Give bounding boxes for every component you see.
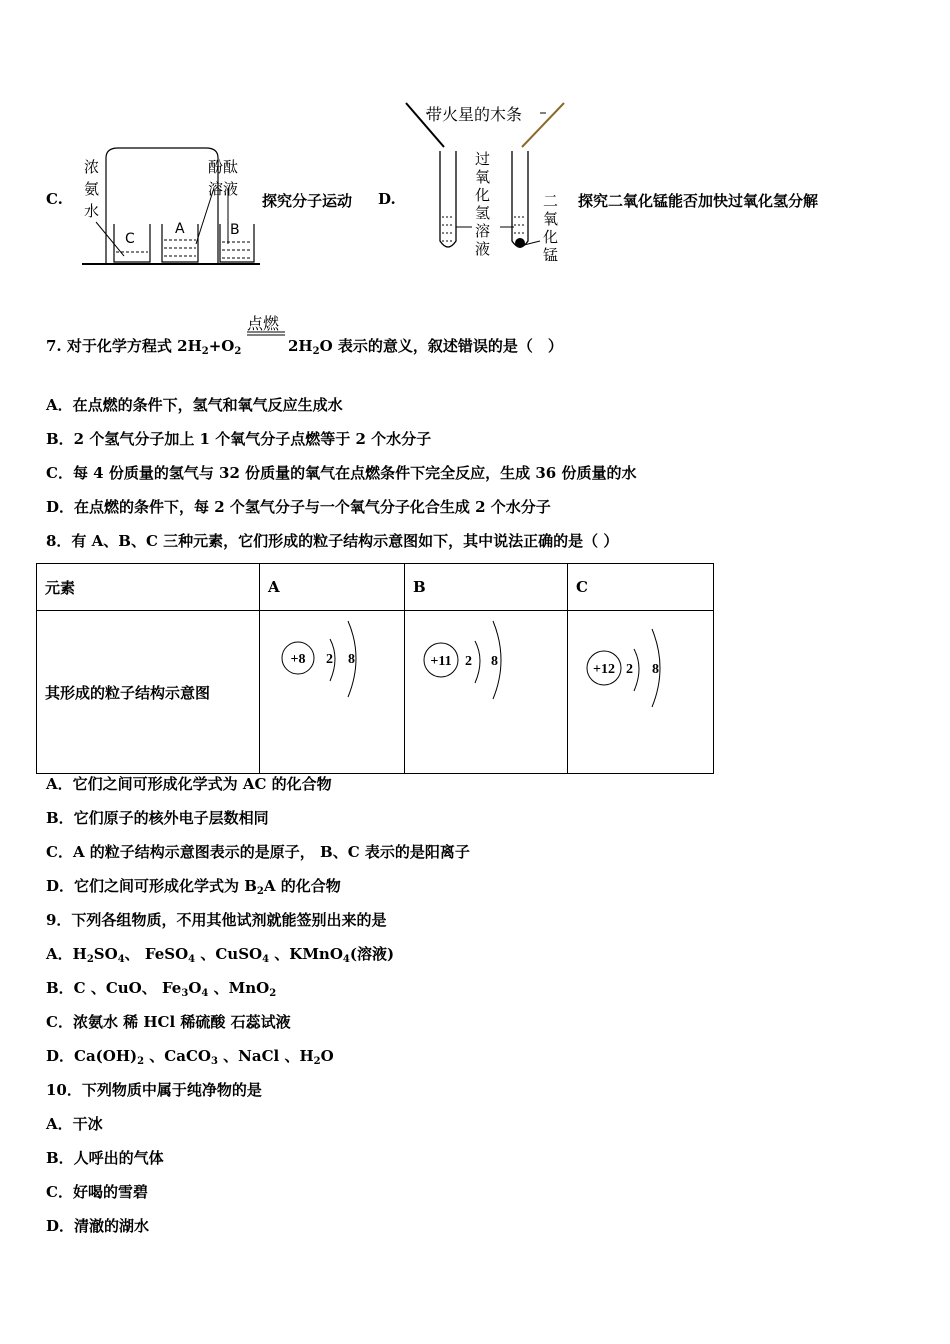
shell-c-1: 2 — [626, 662, 633, 677]
row-label: 其形成的粒子结构示意图 — [37, 611, 260, 774]
q6-option-c-text: 探究分子运动 — [262, 192, 353, 210]
particle-diagram-c — [568, 611, 705, 769]
q7-option-b: B．2 个氢气分子加上 1 个氧气分子点燃等于 2 个水分子 — [46, 430, 432, 448]
beaker-c-label: C — [125, 231, 135, 247]
q10-option-a: A．干冰 — [46, 1115, 103, 1133]
nucleus-c: +12 — [593, 662, 615, 677]
concentrated-ammonia-label: 浓氨水 — [84, 158, 100, 220]
q8-option-a: A．它们之间可形成化学式为 AC 的化合物 — [46, 775, 332, 793]
q7-stem-product: $2H_2O$ 表示的意义，叙述错误的是（ ） — [288, 337, 563, 357]
q7-stem: 7. 对于化学方程式 $2H_2+O_2$ — [46, 337, 242, 357]
q8-option-b: B．它们原子的核外电子层数相同 — [46, 809, 269, 827]
q10-option-b: B．人呼出的气体 — [46, 1149, 164, 1167]
shell-b-1: 2 — [465, 654, 472, 669]
q9-option-d: D．$Ca(OH)_2$ 、CaCO$_3$ 、NaCl 、$H_2O$ — [46, 1047, 334, 1067]
q8-option-c: C．A 的粒子结构示意图表示的是原子， B、C 表示的是阳离子 — [46, 843, 470, 861]
glowing-splint-label: 带火星的木条 — [426, 105, 523, 124]
q8-option-d: D．它们之间可形成化学式为 $B_2A$ 的化合物 — [46, 877, 341, 897]
equals-arrow — [247, 331, 285, 337]
header-element: 元素 — [37, 564, 260, 611]
manganese-dioxide-label: 二氧化锰 — [543, 192, 559, 264]
q7-option-d: D．在点燃的条件下，每 2 个氢气分子与一个氧气分子化合生成 2 个水分子 — [46, 498, 551, 516]
q9-option-a: A．$H_2SO_4$、 FeSO$_4$ 、CuSO$_4$ 、KMnO$_4$(溶液) — [46, 945, 395, 965]
shell-a-1: 2 — [326, 652, 333, 667]
particle-structure-table — [36, 563, 714, 774]
particle-diagram-a — [260, 611, 396, 769]
diagram-cell-c — [568, 611, 714, 774]
q10-option-c: C．好喝的雪碧 — [46, 1183, 148, 1201]
phenolphthalein-label: 酚酞溶液 — [208, 158, 239, 198]
q7-option-a: A．在点燃的条件下，氢气和氧气反应生成水 — [46, 396, 343, 414]
nucleus-b: +11 — [430, 654, 452, 669]
q7-option-c: C．每 4 份质量的氢气与 32 份质量的氧气在点燃条件下完全反应，生成 36 份质量的水 — [46, 464, 637, 482]
q9-stem: 9．下列各组物质，不用其他试剂就能签别出来的是 — [46, 911, 387, 929]
header-b: B — [405, 564, 568, 611]
nucleus-a: +8 — [290, 652, 306, 667]
particle-diagram-b — [405, 611, 559, 769]
q9-option-c: C．浓氨水 稀 HCl 稀硫酸 石蕊试液 — [46, 1013, 291, 1031]
shell-c-2: 8 — [652, 662, 659, 677]
reaction-condition: 点燃 — [247, 314, 280, 333]
q9-option-b: B．C 、CuO、 $Fe_3O_4$ 、MnO$_2$ — [46, 979, 277, 999]
shell-a-2: 8 — [348, 652, 355, 667]
table-header-row — [37, 564, 714, 611]
hydrogen-peroxide-label: 过氧化氢溶液 — [475, 150, 491, 258]
q10-stem: 10．下列物质中属于纯净物的是 — [46, 1081, 262, 1099]
q10-option-d: D．清澈的湖水 — [46, 1217, 150, 1235]
diagram-cell-a — [260, 611, 405, 774]
beaker-a-label: A — [175, 221, 185, 237]
q6-option-c-label: C. — [46, 190, 63, 208]
header-c: C — [568, 564, 714, 611]
shell-b-2: 8 — [491, 654, 498, 669]
q6-option-d-text: 探究二氧化锰能否加快过氧化氢分解 — [578, 192, 819, 210]
q6-option-d-label: D. — [378, 190, 396, 208]
header-a: A — [260, 564, 405, 611]
table-diagram-row — [37, 611, 714, 774]
beaker-b-label: B — [230, 222, 240, 238]
q8-stem: 8．有 A、B、C 三种元素，它们形成的粒子结构示意图如下，其中说法正确的是（ ） — [46, 532, 619, 550]
diagram-cell-b — [405, 611, 568, 774]
